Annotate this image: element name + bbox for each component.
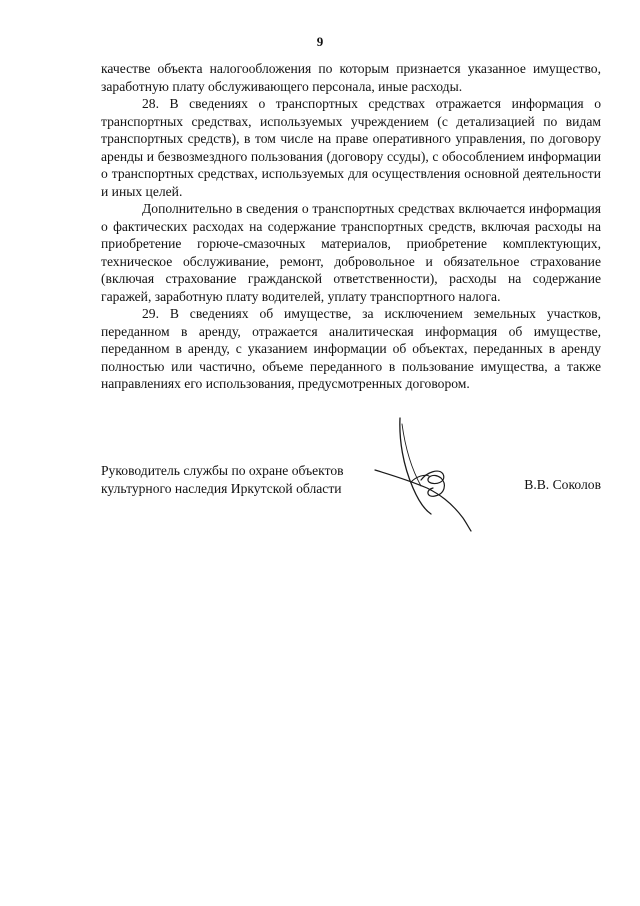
signatory-name: В.В. Соколов: [524, 477, 601, 492]
page-number: 9: [316, 34, 324, 49]
signature-block: [101, 462, 601, 532]
signatory-title: Руководитель службы по охране объектов культурного наследия Иркутской области: [101, 463, 344, 496]
handwritten-signature: [355, 410, 485, 535]
paragraph-continuation: качестве объекта налогообложения по которым признается указанное имущество, заработную плату обслуживающего персонала, иные расходы.: [101, 61, 601, 94]
paragraph-28: 28. В сведениях о транспортных средствах отражается информация о транспортных средствах, используемых учреждением (с детализацией по видам транспортных средств), в том числе на праве оперативного управления, по договору аренды и безвозмездного пользования (договору ссуды), с обособлением информации о транспортных средствах, используемых для осуществления основной деятельности и иных целей.: [101, 96, 601, 199]
paragraph-29: 29. В сведениях об имуществе, за исключением земельных участков, переданном в аренду, отражается аналитическая информация об имуществе, переданном в аренду, с указанием информации об объектах, переданных в аренду полностью или частично, объеме переданного в пользование имущества, а также направлениях его использования, предусмотренных договором.: [101, 306, 601, 391]
document-body: [101, 60, 601, 393]
paragraph-additional: Дополнительно в сведения о транспортных средствах включается информация о фактических расходах на содержание транспортных средств, включая расходы на приобретение горюче-смазочных материалов, приобретение комплектующих, техническое обслуживание, ремонт, добровольное и обязательное страхование (включая страхование гражданской ответственности), расходы на содержание гаражей, заработную плату водителей, уплату транспортного налога.: [101, 201, 601, 304]
